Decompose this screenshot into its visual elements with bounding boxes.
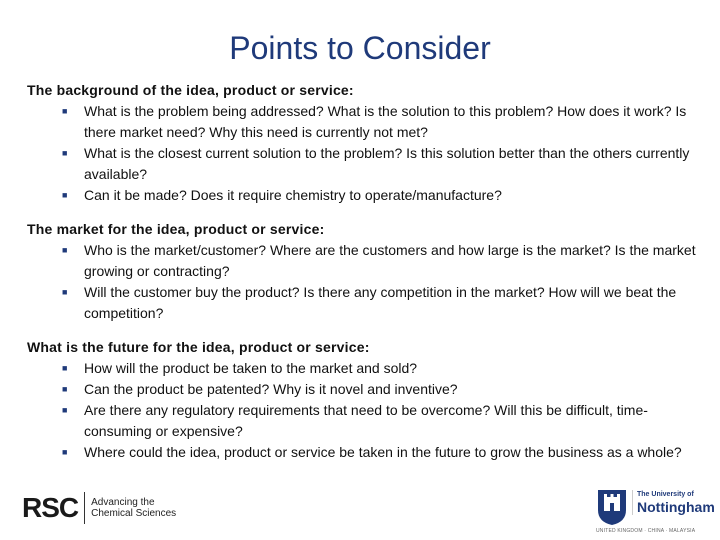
slide-content xyxy=(27,82,697,478)
square-bullet-icon: ■ xyxy=(62,287,68,297)
square-bullet-icon: ■ xyxy=(62,447,68,457)
bullet-text: Can it be made? Does it require chemistry to operate/manufacture? xyxy=(84,187,502,203)
nottingham-wordmark xyxy=(632,490,719,515)
square-bullet-icon: ■ xyxy=(62,405,68,415)
bullet-list xyxy=(27,358,697,463)
square-bullet-icon: ■ xyxy=(62,245,68,255)
rsc-logo-line1: Advancing the xyxy=(91,497,155,508)
bullet-list xyxy=(27,240,697,324)
square-bullet-icon: ■ xyxy=(62,384,68,394)
list-item xyxy=(62,282,697,324)
square-bullet-icon: ■ xyxy=(62,148,68,158)
bullet-text: How will the product be taken to the market and sold? xyxy=(84,360,418,376)
castle-crest-icon xyxy=(596,488,628,526)
section-background xyxy=(27,82,697,206)
bullet-text: Where could the idea, product or service be taken in the future to grow the business as a whole? xyxy=(84,444,682,460)
bullet-text: Will the customer buy the product? Is there any competition in the market? How will we beat the competition? xyxy=(84,284,677,321)
rsc-logo-text xyxy=(85,497,176,519)
rsc-logo xyxy=(22,492,176,524)
list-item xyxy=(62,101,697,143)
slide-title: Points to Consider xyxy=(229,30,491,66)
bullet-text: Are there any regulatory requirements that need to be overcome? Will this be difficult, time-consuming or expensive? xyxy=(84,402,648,439)
bullet-text: Who is the market/customer? Where are the customers and how large is the market? Is the market growing or contracting? xyxy=(84,242,696,279)
list-item xyxy=(62,185,697,206)
nottingham-line2: Nottingham xyxy=(637,499,715,515)
section-heading: What is the future for the idea, product or service: xyxy=(27,339,370,355)
section-heading: The market for the idea, product or service: xyxy=(27,221,325,237)
list-item xyxy=(62,400,697,442)
list-item xyxy=(62,379,697,400)
square-bullet-icon: ■ xyxy=(62,363,68,373)
list-item xyxy=(62,240,697,282)
bullet-text: Can the product be patented? Why is it novel and inventive? xyxy=(84,381,458,397)
bullet-text: What is the closest current solution to the problem? Is this solution better than the others currently available? xyxy=(84,145,690,182)
rsc-logo-mark: RSC xyxy=(22,492,85,524)
bullet-text: What is the problem being addressed? What is the solution to this problem? How does it work? Is there market need? Why this need is currently not met? xyxy=(84,103,687,140)
square-bullet-icon: ■ xyxy=(62,190,68,200)
section-heading: The background of the idea, product or service: xyxy=(27,82,354,98)
section-market xyxy=(27,221,697,324)
nottingham-line1: The University of xyxy=(637,491,694,498)
square-bullet-icon: ■ xyxy=(62,106,68,116)
rsc-logo-line2: Chemical Sciences xyxy=(91,508,177,519)
list-item xyxy=(62,143,697,185)
nottingham-campuses: UNITED KINGDOM · CHINA · MALAYSIA xyxy=(596,528,696,534)
list-item xyxy=(62,358,697,379)
bullet-list xyxy=(27,101,697,206)
nottingham-logo xyxy=(592,486,716,538)
list-item xyxy=(62,442,697,463)
slide-footer xyxy=(0,484,720,540)
section-future xyxy=(27,339,697,463)
